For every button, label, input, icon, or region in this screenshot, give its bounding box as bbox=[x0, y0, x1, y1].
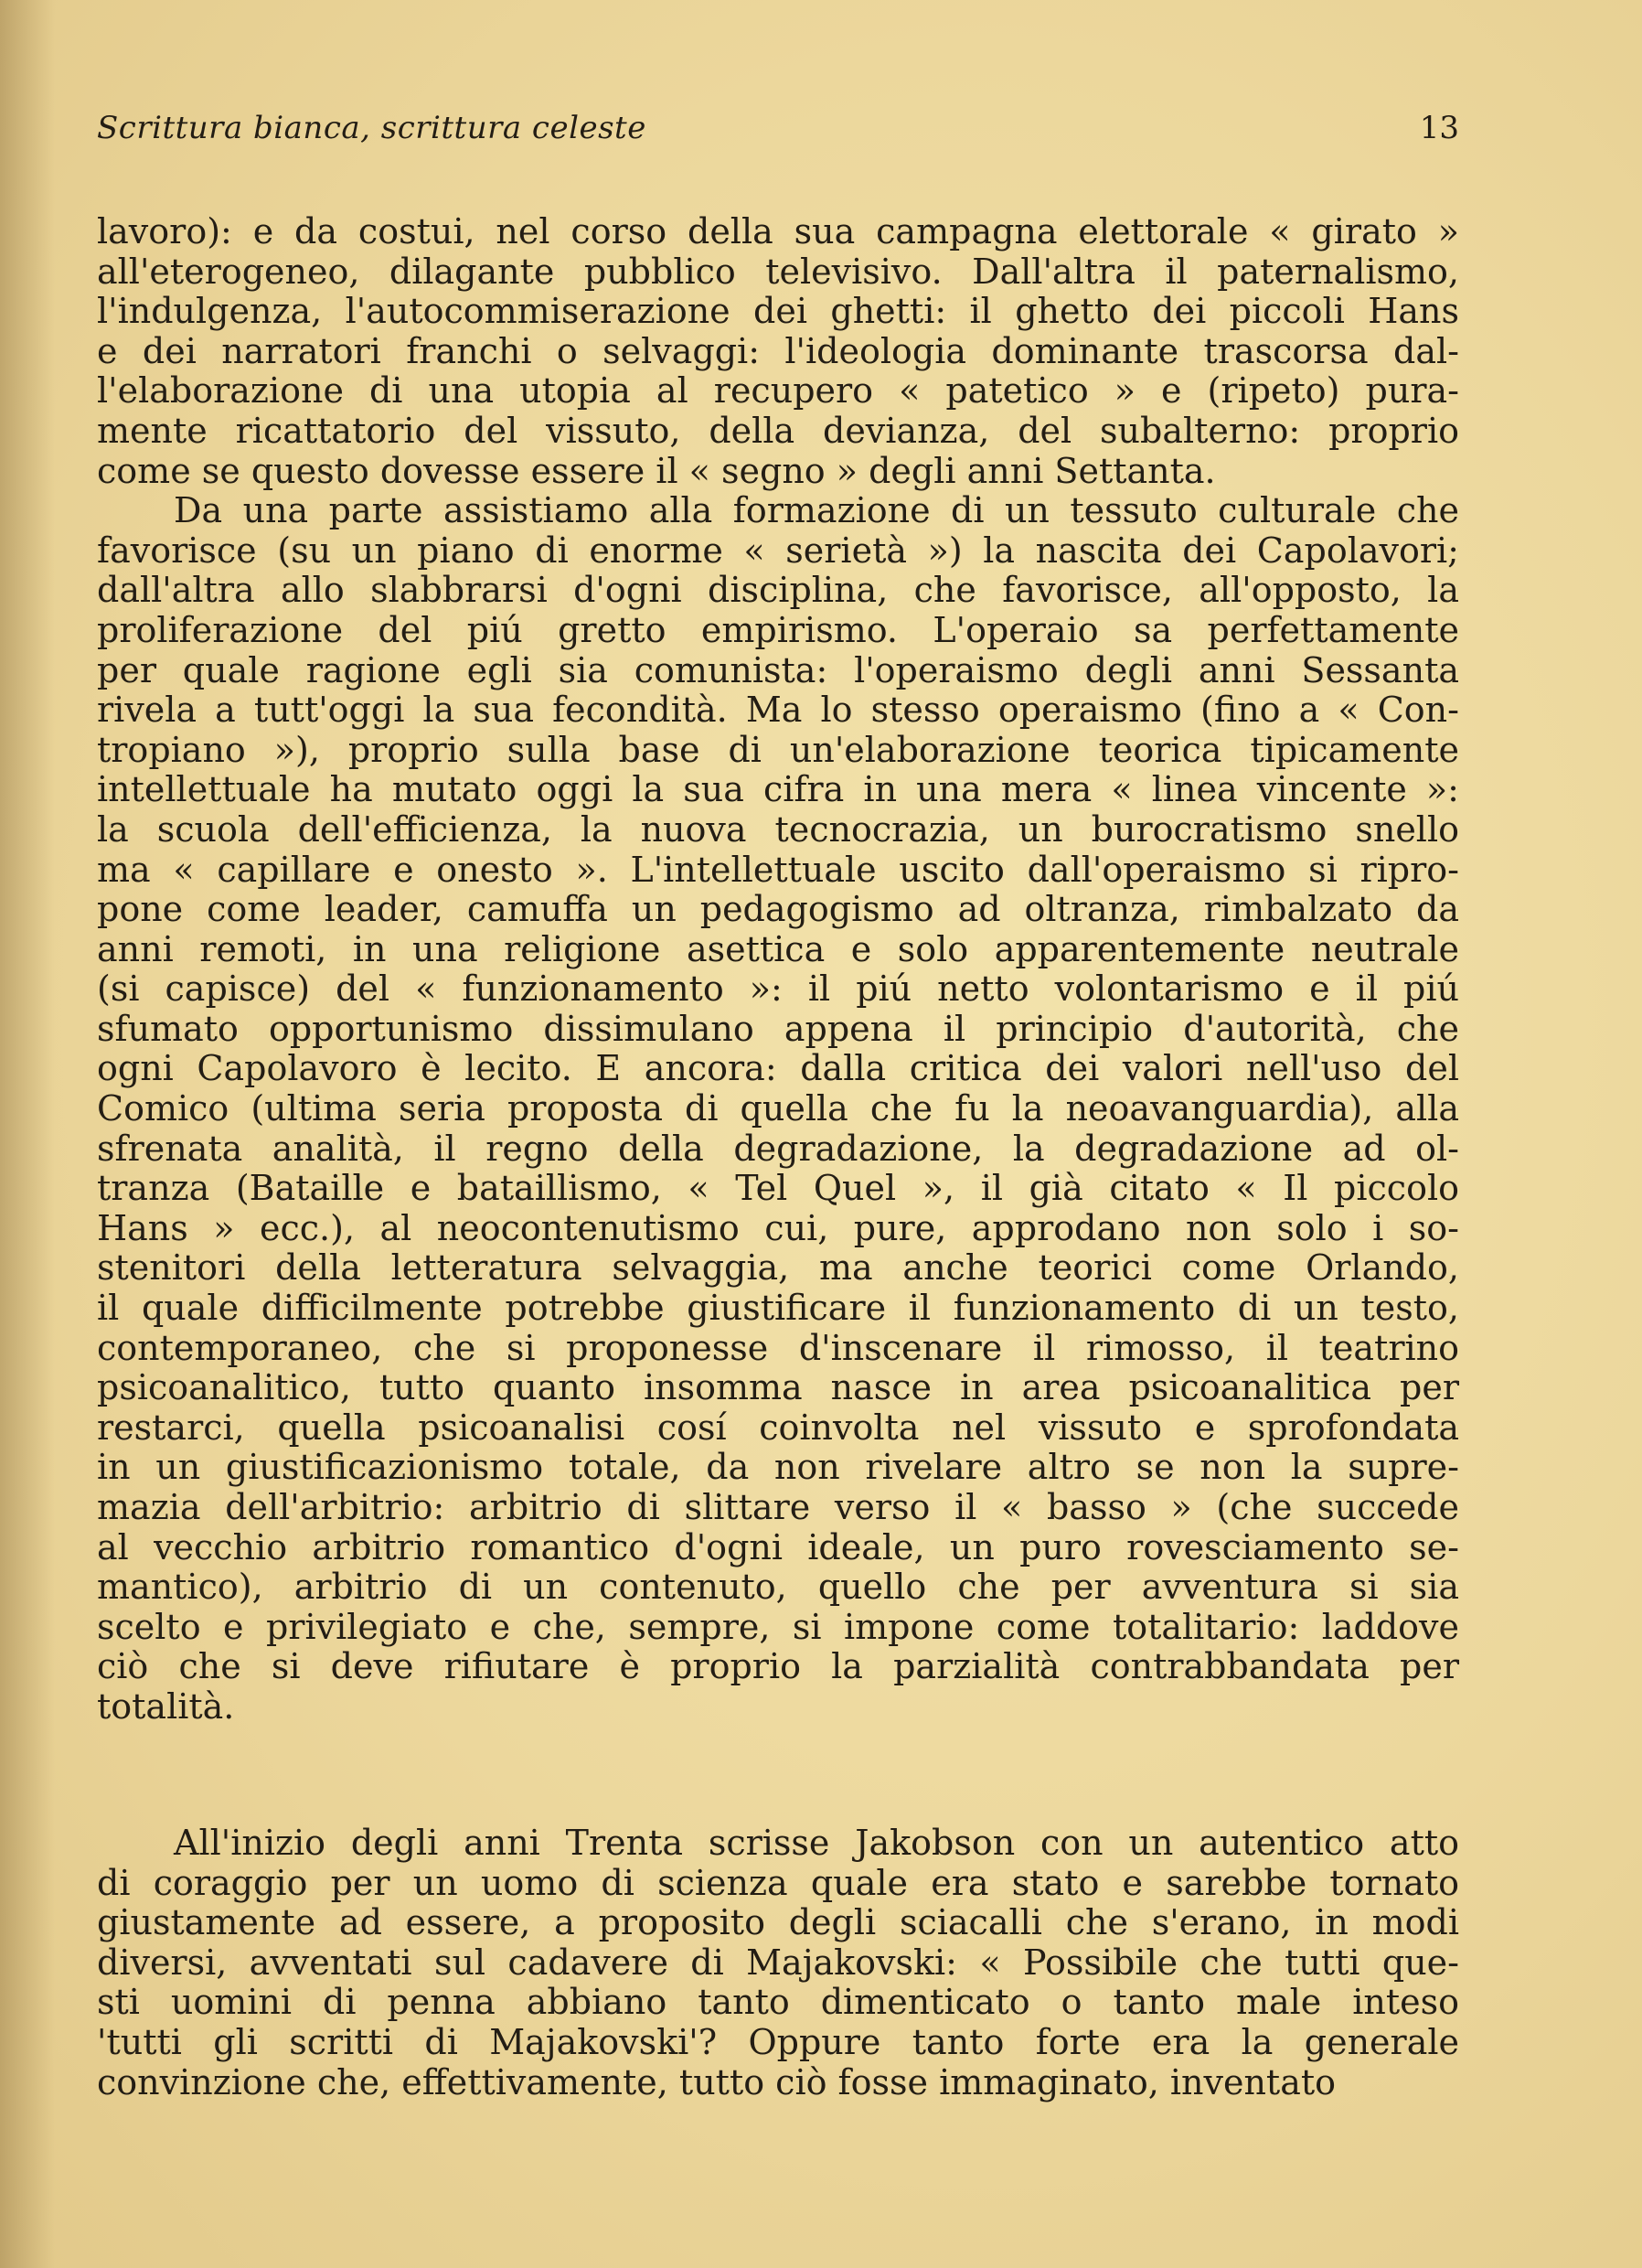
text-line: al vecchio arbitrio romantico d'ogni ideale, un puro rovesciamento se- bbox=[97, 1526, 1459, 1567]
text-line: e dei narratori franchi o selvaggi: l'ideologia dominante trascorsa dal- bbox=[97, 330, 1459, 371]
text-line: tranza (Bataille e bataillismo, « Tel Quel », il già citato « Il piccolo bbox=[97, 1168, 1459, 1209]
text-line: intellettuale ha mutato oggi la sua cifra in una mera « linea vincente »: bbox=[97, 769, 1459, 810]
running-head bbox=[97, 110, 1459, 155]
text-line: all'eterogeneo, dilagante pubblico televisivo. Dall'altra il paternalismo, bbox=[97, 251, 1459, 292]
text-line: ma « capillare e onesto ». L'intellettuale uscito dall'operaismo si ripro- bbox=[97, 849, 1459, 890]
text-line: favorisce (su un piano di enorme « serietà ») la nascita dei Capolavori; bbox=[97, 530, 1459, 571]
paragraph-3 bbox=[97, 1824, 1459, 2102]
text-line: restarci, quella psicoanalisi cosí coinvolta nel vissuto e sprofondata bbox=[97, 1407, 1459, 1448]
text-line: tropiano »), proprio sulla base di un'elaborazione teorica tipicamente bbox=[97, 729, 1459, 770]
page-edge-shadow bbox=[0, 0, 55, 2268]
text-line: l'elaborazione di una utopia al recupero « patetico » e (ripeto) pura- bbox=[97, 370, 1459, 412]
text-line: 'tutti gli scritti di Majakovski'? Oppure tanto forte era la generale bbox=[97, 2021, 1459, 2062]
text-line: lavoro): e da costui, nel corso della sua campagna elettorale « girato » bbox=[97, 211, 1459, 251]
text-line: All'inizio degli anni Trenta scrisse Jakobson con un autentico atto bbox=[174, 1823, 1459, 1863]
text-line: sfumato opportunismo dissimulano appena il principio d'autorità, che bbox=[97, 1008, 1459, 1049]
text-line: stenitori della letteratura selvaggia, ma anche teorici come Orlando, bbox=[97, 1247, 1459, 1289]
text-line: pone come leader, camuffa un pedagogismo ad oltranza, rimbalzato da bbox=[97, 889, 1459, 930]
text-line: mente ricattatorio del vissuto, della devianza, del subalterno: proprio bbox=[97, 410, 1459, 451]
text-line: per quale ragione egli sia comunista: l'operaismo degli anni Sessanta bbox=[97, 649, 1459, 690]
text-line: contemporaneo, che si proponesse d'inscenare il rimosso, il teatrino bbox=[97, 1327, 1459, 1368]
text-line: convinzione che, effettivamente, tutto ciò fosse immaginato, inventato bbox=[97, 2061, 1336, 2102]
running-title: Scrittura bianca, scrittura celeste bbox=[97, 110, 646, 146]
text-line: ciò che si deve rifiutare è proprio la parzialità contrabbandata per bbox=[97, 1646, 1459, 1687]
text-line: Da una parte assistiamo alla formazione di un tessuto culturale che bbox=[174, 490, 1459, 531]
main-text-block bbox=[97, 212, 1459, 1728]
text-line: il quale difficilmente potrebbe giustificare il funzionamento di un testo, bbox=[97, 1288, 1459, 1329]
text-line: di coraggio per un uomo di scienza quale era stato e sarebbe tornato bbox=[97, 1862, 1459, 1903]
text-line: proliferazione del piú gretto empirismo. L'operaio sa perfettamente bbox=[97, 609, 1459, 650]
page-number: 13 bbox=[1419, 110, 1459, 146]
text-line: mazia dell'arbitrio: arbitrio di slittare verso il « basso » (che succede bbox=[97, 1487, 1459, 1527]
text-line: Comico (ultima seria proposta di quella che fu la neoavanguardia), alla bbox=[97, 1088, 1459, 1129]
section-text-block bbox=[97, 1824, 1459, 2102]
text-line: Hans » ecc.), al neocontenutismo cui, pure, approdano non solo i so- bbox=[97, 1207, 1459, 1248]
text-line: scelto e privilegiato e che, sempre, si impone come totalitario: laddove bbox=[97, 1606, 1459, 1647]
text-line: sfrenata analità, il regno della degradazione, la degradazione ad ol- bbox=[97, 1128, 1459, 1169]
text-line: in un giustificazionismo totale, da non rivelare altro se non la supre- bbox=[97, 1447, 1459, 1488]
text-line: giustamente ad essere, a proposito degli sciacalli che s'erano, in modi bbox=[97, 1902, 1459, 1943]
text-line: dall'altra allo slabbrarsi d'ogni disciplina, che favorisce, all'opposto, la bbox=[97, 570, 1459, 611]
paragraph-1 bbox=[97, 212, 1459, 491]
text-line: mantico), arbitrio di un contenuto, quello che per avventura si sia bbox=[97, 1567, 1459, 1608]
text-line: come se questo dovesse essere il « segno » degli anni Settanta. bbox=[97, 450, 1216, 491]
text-line: (si capisce) del « funzionamento »: il piú netto volontarismo e il piú bbox=[97, 968, 1459, 1010]
text-line: sti uomini di penna abbiano tanto dimenticato o tanto male inteso bbox=[97, 1982, 1459, 2023]
text-line: la scuola dell'efficienza, la nuova tecnocrazia, un burocratismo snello bbox=[97, 808, 1459, 850]
text-line: l'indulgenza, l'autocommiserazione dei ghetti: il ghetto dei piccoli Hans bbox=[97, 291, 1459, 332]
text-line: psicoanalitico, tutto quanto insomma nasce in area psicoanalitica per bbox=[97, 1367, 1459, 1408]
text-line: ogni Capolavoro è lecito. E ancora: dalla critica dei valori nell'uso del bbox=[97, 1048, 1459, 1089]
paragraph-2 bbox=[97, 491, 1459, 1727]
text-line: totalità. bbox=[97, 1685, 235, 1727]
text-line: anni remoti, in una religione asettica e solo apparentemente neutrale bbox=[97, 928, 1459, 969]
text-line: rivela a tutt'oggi la sua fecondità. Ma lo stesso operaismo (fino a « Con- bbox=[97, 690, 1459, 731]
text-line: diversi, avventati sul cadavere di Majakovski: « Possibile che tutti que- bbox=[97, 1942, 1459, 1983]
